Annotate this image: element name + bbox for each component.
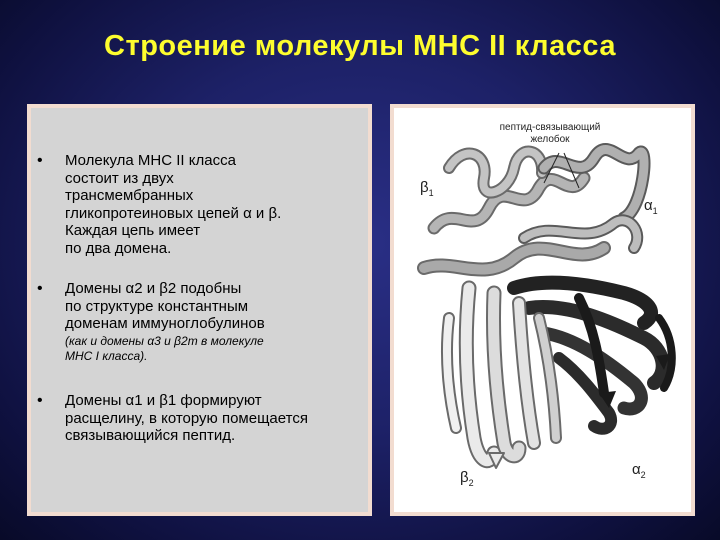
bullet-marker: • bbox=[37, 152, 43, 169]
alpha1-subscript: 1 bbox=[652, 206, 658, 216]
text-panel bbox=[27, 104, 372, 516]
beta2-symbol: β bbox=[460, 469, 469, 486]
beta1-symbol: β bbox=[420, 179, 429, 196]
bullet-text: Домены α2 и β2 подобны по структуре константным доменам иммуноглобулинов bbox=[65, 280, 265, 332]
slide-title: Строение молекулы МНС II класса bbox=[104, 30, 616, 62]
groove-label: пептид-связывающий желобок bbox=[499, 122, 601, 145]
bullet-note: (как и домены α3 и β2m в молекуле МНС I класса). bbox=[65, 334, 264, 363]
mhc-structure-figure bbox=[390, 104, 695, 516]
beta1-subscript: 1 bbox=[428, 188, 434, 198]
bullet-marker: • bbox=[37, 392, 43, 409]
beta2-label bbox=[460, 452, 474, 488]
alpha1-domain bbox=[524, 149, 644, 248]
alpha2-domain bbox=[514, 283, 672, 429]
alpha2-symbol: α bbox=[632, 461, 641, 478]
ribbon-diagram bbox=[394, 108, 691, 512]
alpha2-subscript: 2 bbox=[640, 470, 646, 480]
beta2-domain bbox=[447, 288, 556, 468]
beta2-subscript: 2 bbox=[468, 478, 474, 488]
bullet-text: Домены α1 и β1 формируют расщелину, в которую помещается связывающийся пептид. bbox=[65, 392, 308, 444]
alpha1-label bbox=[644, 180, 658, 216]
bullet-marker: • bbox=[37, 280, 43, 297]
alpha2-label bbox=[632, 444, 646, 480]
beta1-label bbox=[420, 162, 434, 198]
bullet-text: Молекула МНС II класса состоит из двух трансмембранных гликопротеиновых цепей α и β. Каждая цепь имеет по два домена. bbox=[65, 152, 282, 257]
alpha1-symbol: α bbox=[644, 197, 653, 214]
